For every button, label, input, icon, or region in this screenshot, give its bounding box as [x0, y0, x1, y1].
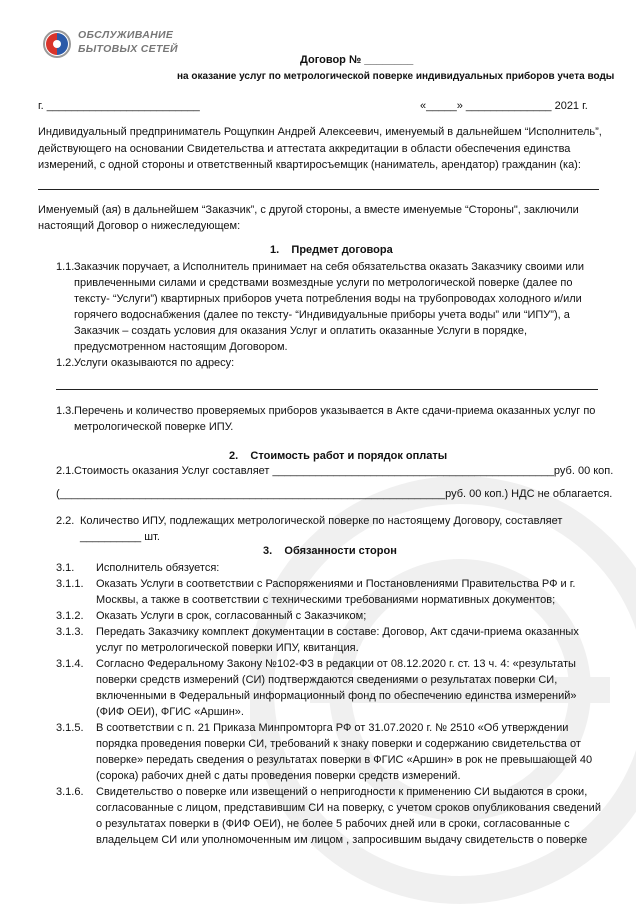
- item-1-1-line-2: привлеченными силами и средствами возмездные услуги по метрологической поверке (далее по: [74, 277, 573, 289]
- logo-line-2: БЫТОВЫХ СЕТЕЙ: [78, 43, 178, 55]
- item-2-2-line-2: __________ шт.: [80, 531, 160, 543]
- section-2-number: 2.: [229, 450, 239, 462]
- logo-line-1: ОБСЛУЖИВАНИЕ: [78, 29, 174, 41]
- item-3-1-4-line-1: Согласно Федеральному Закону №102-ФЗ в редакции от 08.12.2020 г. ст. 13 ч. 4: «результаты: [96, 658, 576, 670]
- item-3-1-4-number: 3.1.4.: [56, 658, 84, 670]
- section-3-title: Обязанности сторон: [284, 545, 397, 557]
- item-3-1-1-line-1: Оказать Услуги в соответствии с Распоряжениями и Постановлениями Правительства РФ и г.: [96, 578, 576, 590]
- intro-line-3: измерений, с одной стороны и ответственный квартиросъемщик (наниматель, арендатор) гражданин (ка):: [38, 159, 581, 171]
- item-2-1-number: 2.1.: [56, 465, 75, 477]
- item-1-1-line-4: горячего водоснабжения (далее по тексту- “Индивидуальные приборы учета воды” или “ИПУ”), а: [74, 309, 570, 321]
- item-2-2-number: 2.2.: [56, 515, 75, 527]
- item-3-1-2-text: Оказать Услуги в срок, согласованный с Заказчиком;: [96, 610, 367, 622]
- item-3-1-3-line-1: Передать Заказчику комплект документации в составе: Договор, Акт сдачи-приема оказанных: [96, 626, 579, 638]
- item-3-1-4-line-3: включенными в Федеральный информационный фонд по обеспечению единства измерений»: [96, 690, 577, 702]
- item-3-1-5-line-2: порядка проведения поверки СИ, требований к знаку поверки и содержанию свидетельства от: [96, 738, 581, 750]
- item-3-1-6-line-2: согласованные с лицом, представившим СИ на поверку, с учетом сроков опубликования сведений: [96, 802, 601, 814]
- section-1-number: 1.: [270, 244, 280, 256]
- item-1-3-line-2: метрологической поверке ИПУ.: [74, 421, 234, 433]
- intro2-line-1: Именуемый (ая) в дальнейшем “Заказчик”, с другой стороны, а вместе именуемые “Стороны", заключили: [38, 204, 579, 216]
- section-2-title: Стоимость работ и порядок оплаты: [250, 450, 448, 462]
- section-1-title: Предмет договора: [291, 244, 393, 256]
- item-3-1-6-line-3: о результатах поверки в (ФИФ ОЕИ), не более 5 рабочих дней или в сроки, согласованные с: [96, 818, 570, 830]
- item-2-1-text: Стоимость оказания Услуг составляет ______________________________________________руб. 00 коп.: [74, 465, 614, 477]
- item-3-1-5-line-4: (сорока) рабочих дней с даты проведения поверки средств измерений.: [96, 770, 461, 782]
- address-line: [56, 389, 598, 390]
- date-field: «_____» ______________ 2021 г.: [420, 100, 588, 112]
- section-1-heading: [270, 243, 393, 259]
- city-field: г. _________________________: [38, 100, 200, 112]
- item-3-1-6-number: 3.1.6.: [56, 786, 84, 798]
- item-2-1-amount-words: (_______________________________________________________________руб. 00 коп.) НДС не облагается.: [56, 488, 613, 500]
- item-3-1-3-number: 3.1.3.: [56, 626, 84, 638]
- company-logo: [36, 22, 178, 66]
- item-3-1-6-line-1: Свидетельство о поверке или извещений о непригодности к применению СИ выдаются в сроки,: [96, 786, 588, 798]
- item-1-1-line-6: предусмотренном настоящим Договором.: [74, 341, 288, 353]
- logo-emblem-icon: [42, 29, 72, 59]
- item-3-1-5-line-1: В соответствии с п. 21 Приказа Минпромторга РФ от 31.07.2020 г. № 2510 «Об утверждении: [96, 722, 569, 734]
- document-subtitle: на оказание услуг по метрологической поверке индивидуальных приборов учета воды: [177, 71, 615, 82]
- item-3-1-number: 3.1.: [56, 562, 75, 574]
- item-3-1-5-number: 3.1.5.: [56, 722, 84, 734]
- item-2-2-line-1: Количество ИПУ, подлежащих метрологической поверке по настоящему Договору, составляет: [80, 515, 563, 527]
- item-1-1-line-1: Заказчик поручает, а Исполнитель принимает на себя обязательства оказать Заказчику своими или: [74, 261, 585, 273]
- item-3-1-2-number: 3.1.2.: [56, 610, 84, 622]
- item-3-1-3-line-2: услуг по метрологической поверки ИПУ, квитанция.: [96, 642, 359, 654]
- section-2-heading: [229, 449, 447, 465]
- document-title: Договор № ________: [300, 54, 414, 66]
- item-1-3-line-1: Перечень и количество проверяемых приборов указывается в Акте сдачи-приема оказанных услуг по: [74, 405, 596, 417]
- item-3-1-text: Исполнитель обязуется:: [96, 562, 220, 574]
- item-1-2-number: 1.2.: [56, 357, 75, 369]
- item-3-1-4-line-2: поверки средств измерений (СИ) подтверждаются сведениями о результатах поверки СИ,: [96, 674, 558, 686]
- intro2-line-2: настоящий Договор о нижеследующем:: [38, 220, 241, 232]
- intro-line-1: Индивидуальный предприниматель Рощупкин Андрей Алексеевич, именуемый в дальнейшем “Исполнитель”,: [38, 126, 602, 138]
- customer-name-line: [38, 189, 599, 190]
- item-1-1-number: 1.1.: [56, 261, 75, 273]
- item-3-1-4-line-4: (ФИФ ОЕИ), ФГИС «Аршин».: [96, 706, 244, 718]
- item-3-1-1-number: 3.1.1.: [56, 578, 84, 590]
- item-3-1-1-line-2: Москвы, а также в соответствии с техническими требованиями нормативных документов;: [96, 594, 556, 606]
- item-1-3-number: 1.3.: [56, 405, 75, 417]
- item-1-1-line-3: тексту- “Услуги”) квартирных приборов учета потребления воды на трубопроводах холодного и/или: [74, 293, 582, 305]
- item-1-1-line-5: Заказчик – создать условия для оказания Услуг и оплатить оказанные Услуги в порядке,: [74, 325, 528, 337]
- section-3-heading: [263, 544, 397, 560]
- item-3-1-6-line-4: владельцем СИ или уполномоченным им лицом , запросившим выдачу свидетельств о поверке: [96, 834, 588, 846]
- item-1-2-text: Услуги оказываются по адресу:: [74, 357, 235, 369]
- intro-line-2: действующего на основании Свидетельства и аттестата аккредитации в области обеспечения единства: [38, 143, 571, 155]
- section-3-number: 3.: [263, 545, 273, 557]
- item-3-1-5-line-3: поверке» передать сведения о результатах поверки в ФГИС «Аршин» в рок не превышающей 40: [96, 754, 593, 766]
